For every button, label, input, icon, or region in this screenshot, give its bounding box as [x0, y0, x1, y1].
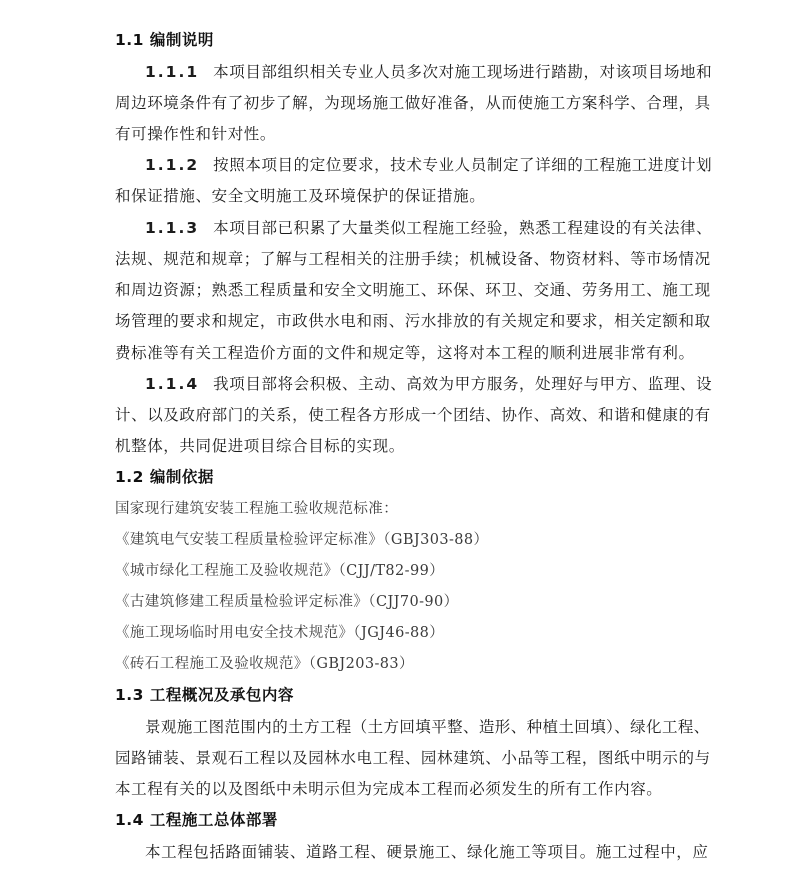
paragraph-1-1-2-line-2: 和保证措施、安全文明施工及环境保护的保证措施。	[115, 187, 486, 205]
section-heading-1-1: 1.1 编制说明	[115, 31, 214, 49]
standard-reference-2: 《城市绿化工程施工及验收规范》（CJJ/T82-99）	[115, 563, 445, 579]
paragraph-1-1-3-line-1	[145, 216, 712, 238]
paragraph-1-1-3-line-4: 场管理的要求和规定，市政供水电和雨、污水排放的有关规定和要求，相关定额和取	[115, 312, 711, 330]
paragraph-1-1-3-line-5: 费标准等有关工程造价方面的文件和规定等，这将对本工程的顺利进展非常有利。	[115, 344, 695, 362]
paragraph-1-1-3-line-3: 和周边资源；熟悉工程质量和安全文明施工、环保、环卫、交通、劳务用工、施工现	[115, 281, 711, 299]
paragraph-1-1-1-line-3: 有可操作性和针对性。	[115, 125, 277, 143]
paragraph-text: 按照本项目的定位要求，技术专业人员制定了详细的工程施工进度计划	[213, 156, 713, 174]
clause-number: 1.1.1	[145, 63, 200, 81]
paragraph-text: 本项目部组织相关专业人员多次对施工现场进行踏勘，对该项目场地和	[213, 63, 713, 81]
standard-reference-3: 《古建筑修建工程质量检验评定标准》（CJJ70-90）	[115, 594, 459, 610]
paragraph-text: 我项目部将会积极、主动、高效为甲方服务，处理好与甲方、监理、设	[213, 375, 713, 393]
paragraph-1-1-2-line-1	[145, 153, 712, 175]
standard-reference-4: 《施工现场临时用电安全技术规范》（JGJ46-88）	[115, 625, 445, 641]
paragraph-1-1-3-line-2: 法规、规范和规章；了解与工程相关的注册手续；机械设备、物资材料、等市场情况	[115, 250, 711, 268]
clause-number: 1.1.3	[145, 219, 200, 237]
section-heading-1-2: 1.2 编制依据	[115, 468, 214, 486]
paragraph-1-1-1-line-2: 周边环境条件有了初步了解，为现场施工做好准备，从而使施工方案科学、合理，具	[115, 94, 711, 112]
standards-intro: 国家现行建筑安装工程施工验收规范标准：	[115, 501, 399, 517]
scope-line-2: 园路铺装、景观石工程以及园林水电工程、园林建筑、小品等工程，图纸中明示的与	[115, 749, 711, 767]
paragraph-1-1-4-line-1	[145, 372, 712, 394]
paragraph-text: 本项目部已积累了大量类似工程施工经验，熟悉工程建设的有关法律、	[213, 219, 713, 237]
section-heading-1-4: 1.4 工程施工总体部署	[115, 811, 278, 829]
section-heading-1-3: 1.3 工程概况及承包内容	[115, 686, 294, 704]
clause-number: 1.1.4	[145, 375, 200, 393]
scope-line-3: 本工程有关的以及图纸中未明示但为完成本工程而必须发生的所有工作内容。	[115, 780, 663, 798]
paragraph-1-1-4-line-2: 计、以及政府部门的关系，使工程各方形成一个团结、协作、高效、和谐和健康的有	[115, 406, 711, 424]
standard-reference-5: 《砖石工程施工及验收规范》（GBJ203-83）	[115, 656, 414, 672]
deployment-line-1: 本工程包括路面铺装、道路工程、硬景施工、绿化施工等项目。施工过程中，应	[145, 843, 709, 861]
paragraph-1-1-4-line-3: 机整体，共同促进项目综合目标的实现。	[115, 437, 405, 455]
scope-line-1: 景观施工图范围内的土方工程（土方回填平整、造形、种植土回填）、绿化工程、	[145, 718, 710, 736]
standard-reference-1: 《建筑电气安装工程质量检验评定标准》（GBJ303-88）	[115, 532, 489, 548]
paragraph-1-1-1-line-1	[145, 60, 712, 82]
clause-number: 1.1.2	[145, 156, 200, 174]
